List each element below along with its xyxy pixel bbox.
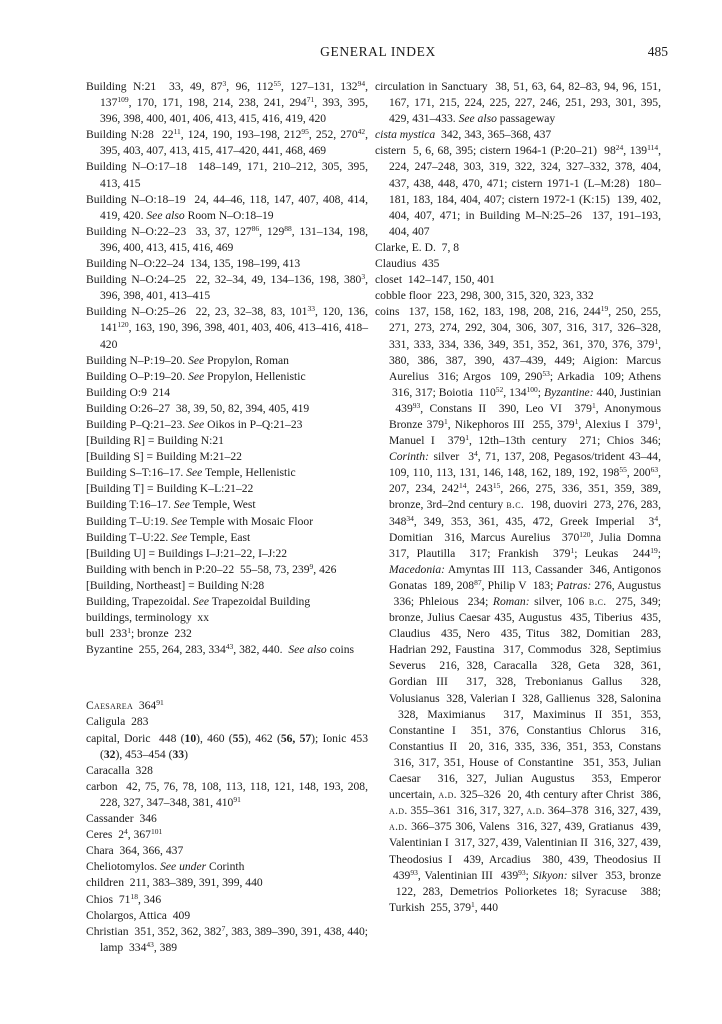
index-entry: Byzantine 255, 264, 283, $334^{43}$, 382, 440. See also coins	[86, 642, 355, 657]
index-column-right	[375, 79, 661, 916]
index-entry: Building N–O:22–23 33, 37, $127^{86}$, $129^{88}$, 131–134, 198, 396, 400, 413, 415, 416, 469	[86, 223, 369, 254]
index-entry: Building T–U:22. See Temple, East	[86, 530, 251, 544]
index-entry: Building N–O:24–25 22, 32–34, 49, 134–136, 198, $380^3$, 396, 398, 401, 413–415	[86, 272, 368, 303]
index-entry: children 211, 383–389, 391, 399, 440	[86, 876, 263, 890]
index-entry: buildings, terminology xx	[86, 611, 210, 625]
index-entry: coins 137, 158, 162, 183, 198, 208, 216, $244^{19}$, 250, 255, 271, 273, 274, 292, 304, 306, 307, 316, 317, 326–328, 331, 333, 334, 336, 349, 351, 352, 361, 370, 376, $379^1$, 380, 386, 387, 390, 437–439, 449; Aigion: Marcus Aurelius 316; Argos 109, $290^{53}$; Arkadia 109; Athens 316, 317; Boiotia $110^{52}$, $134^{100}$; Byzantine: 440, Justinian $439^{93}$, Constans II 390, Leo VI $379^1$, Anonymous Bronze $379^1$, Nikephoros III 255, $379^1$, Alexius I $379^1$, Manuel I $379^1$, 12th–13th century 271; Chios 346; Corinth: silver $3^4$, 71, 137, 208, Pegasos/trident 43–44, 109, 110, 113, 131, 146, 148, 162, 189, 192, $198^{55}$, $200^{63}$, 207, 234, $242^{14}$, $243^{15}$, 266, 275, 336, 351, 359, 389, bronze, 3rd–2nd century b.c. 198, duoviri 273, 276, 283, $348^{34}$, 349, 353, 361, 435, 472, Greek Imperial $3^4$, Domitian 316, Marcus Aurelius $370^{120}$, Julia Domna 317, Plautilla 317; Frankish $379^1$; Leukas $244^{19}$; Macedonia: Amyntas III 113, Cassander 346, Antigonos Gonatas 189, $208^{87}$, Philip V 183; Patras: 276, Augustus 336; Phleious 234; Roman: silver, 106 b.c. 275, 349; bronze, Julius Caesar 435, Augustus 435, Tiberius 435, Claudius 435, Nero 435, Titus 382, Domitian 283, Hadrian 292, Faustina 317, Commodus 328, Septimius Severus 216, 328, Caracalla 328, Geta 328, 361, Gordian III 317, 328, Trebonianus Gallus 328, Volusianus 328, Valerian I 328, Gallienus 328, Salonina 328, Maximianus 317, Maximinus II 351, 353, Constantine I 351, 376, Constantius Chlorus 316, Constantius II 20, 316, 335, 336, 351, 353, Constans 316, 317, 351, House of Constantine 351, 353, Julian Caesar 316, 327, Julian Augustus 353, Emperor uncertain, a.d. 325–326 20, 4th century after Christ 386, a.d. 355–361 316, 317, 327, a.d. 364–378 316, 327, 439, a.d. 366–375 306, Valens 316, 327, 439, Gratianus 439, Valentinian I 317, 327, 439, Valentinian II 316, 327, 439, Theodosius I 439, Arcadius 380, 439, Theodosius II $439^{93}$, Valentinian III $439^{93}$; Sikyon: silver 353, bronze 122, 283, Demetrios Poliorketes 18; Syracuse 388; Turkish 255, $379^1$, 440	[375, 304, 662, 914]
index-column-left	[86, 79, 368, 956]
index-entry: Cassander 346	[86, 812, 157, 826]
index-entry: Clarke, E. D. 7, 8	[375, 240, 460, 254]
index-entry: Building N–O:18–19 24, 44–46, 118, 147, 407, 408, 414, 419, 420. See also Room N–O:18–19	[86, 192, 368, 222]
index-entry: Caesarea $364^{91}$	[86, 698, 164, 713]
index-entry: capital, Doric 448 (10), 460 (55), 462 (56, 57); Ionic 453 (32), 453–454 (33)	[86, 731, 369, 761]
index-entry: Caracalla 328	[86, 763, 153, 777]
index-entry: Claudius 435	[375, 257, 440, 271]
index-entry: bull $233^1$; bronze 232	[86, 626, 192, 641]
index-entry: Building with bench in P:20–22 55–58, 73, $239^9$, 426	[86, 561, 337, 576]
page-header	[88, 44, 668, 64]
index-entry: Chara 364, 366, 437	[86, 844, 184, 858]
index-entry: cista mystica 342, 343, 365–368, 437	[375, 128, 552, 142]
index-entry: Building P–Q:21–23. See Oikos in P–Q:21–23	[86, 417, 303, 431]
index-entry: Building N–O:17–18 148–149, 171, 210–212, 305, 395, 413, 415	[86, 160, 368, 190]
index-entry: Building O:9 214	[86, 385, 171, 399]
section-gap	[86, 658, 368, 698]
index-entry: [Building, Northeast] = Building N:28	[86, 578, 265, 592]
index-entry: Building N–O:22–24 134, 135, 198–199, 413	[86, 257, 301, 271]
index-entry: Building O:26–27 38, 39, 50, 82, 394, 405, 419	[86, 401, 310, 415]
page-number: 485	[647, 44, 668, 59]
index-entry: Building N:21 33, 49, $87^3$, 96, $112^{55}$, 127–131, $132^{94}$, $137^{109}$, 170, 171, 198, 214, 238, 241, $294^{71}$, 393, 395, 396, 398, 400, 401, 406, 413, 415, 416, 419, 420	[86, 79, 368, 126]
index-entry: Cholargos, Attica 409	[86, 908, 191, 922]
index-entry: Caligula 283	[86, 715, 149, 729]
index-entry: Building N–O:25–26 22, 23, 32–38, 83, $101^{33}$, 120, 136, $141^{120}$, 163, 190, 396, 398, 401, 403, 406, 413–416, 418–420	[86, 304, 369, 351]
index-entry: circulation in Sanctuary 38, 51, 63, 64, 82–83, 94, 96, 151, 167, 171, 215, 224, 225, 227, 246, 251, 293, 301, 395, 429, 431–433. See also passageway	[375, 80, 661, 126]
index-entry: Ceres $2^4$, $367^{101}$	[86, 827, 163, 842]
index-entry: Building, Trapezoidal. See Trapezoidal Building	[86, 595, 311, 608]
index-entry: cistern 5, 6, 68, 395; cistern 1964-1 (P:20–21) $98^{24}$, $139^{114}$, 224, 247–248, 303, 319, 322, 324, 327–332, 378, 404, 437, 438, 448, 470, 471; cistern 1971-1 (L–M:28) 180–181, 183, 184, 404, 407; cistern 1972-1 (K:15) 139, 402, 404, 407, 471; in Building M–N:25–26 137, 191–193, 404, 407	[375, 143, 661, 238]
index-entry: closet 142–147, 150, 401	[375, 273, 495, 287]
index-entry: Building O–P:19–20. See Propylon, Hellenistic	[86, 369, 306, 383]
index-entry: carbon 42, 75, 76, 78, 108, 113, 118, 121, 148, 193, 208, 228, 327, 347–348, 381, $410^{91}$	[86, 779, 368, 809]
index-entry: [Building T] = Building K–L:21–22	[86, 482, 254, 496]
index-entry: Building T–U:19. See Temple with Mosaic Floor	[86, 514, 314, 528]
index-entry: Chios $71^{18}$, 346	[86, 891, 162, 906]
index-entry: Cheliotomylos. See under Corinth	[86, 860, 245, 874]
index-entry: [Building S] = Building M:21–22	[86, 450, 242, 464]
index-entry: Building N:28 $22^{11}$, 124, 190, 193–198, $212^{95}$, 252, $270^{42}$, 395, 403, 407, 413, 415, 417–420, 441, 468, 469	[86, 127, 369, 158]
index-entry: Christian 351, 352, 362, $382^7$, 383, 389–390, 391, 438, 440; lamp $334^{43}$, 389	[86, 923, 368, 954]
index-entry: Building S–T:16–17. See Temple, Hellenistic	[86, 466, 296, 480]
index-entry: [Building U] = Buildings I–J:21–22, I–J:22	[86, 546, 288, 560]
page-title: GENERAL INDEX	[320, 44, 436, 59]
index-entry: Building T:16–17. See Temple, West	[86, 498, 256, 512]
index-entry: cobble floor 223, 298, 300, 315, 320, 323, 332	[375, 289, 594, 303]
index-entry: [Building R] = Building N:21	[86, 434, 224, 448]
index-entry: Building N–P:19–20. See Propylon, Roman	[86, 353, 289, 367]
